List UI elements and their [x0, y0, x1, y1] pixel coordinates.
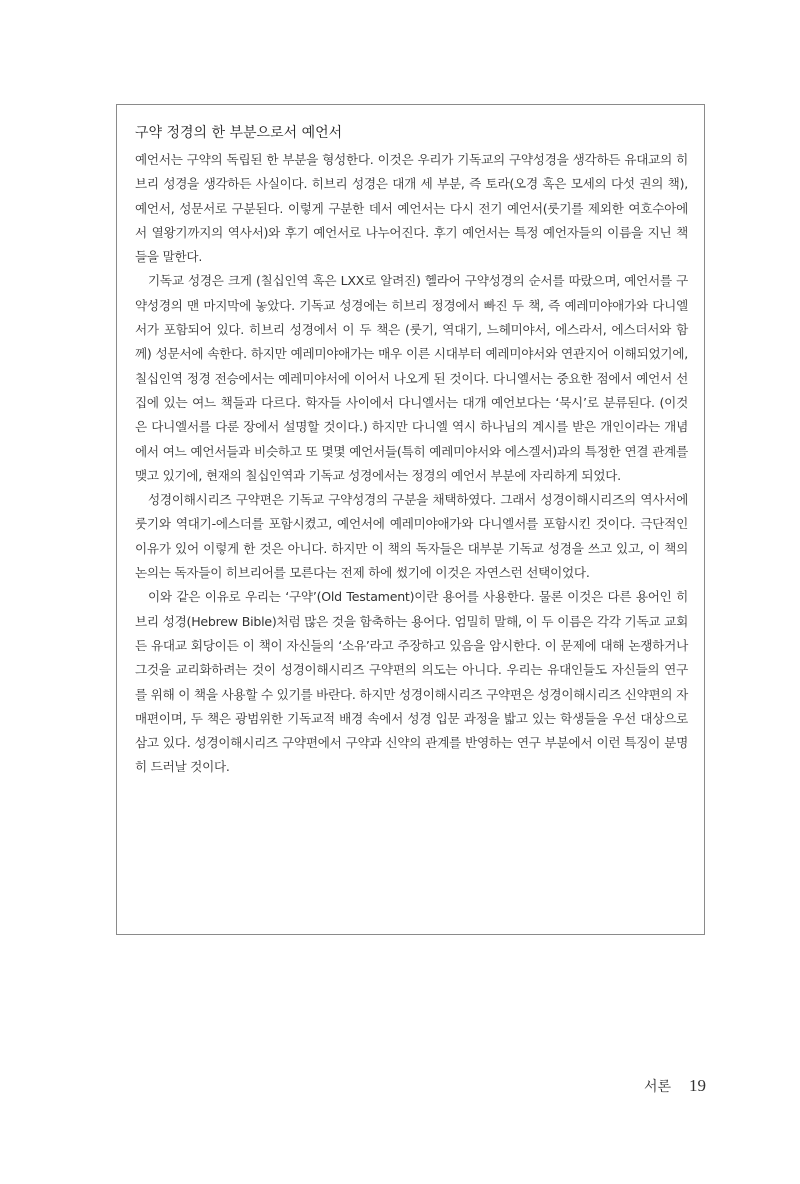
footer-section-label: 서론 — [643, 1079, 671, 1095]
paragraph-2: 기독교 성경은 크게 (칠십인역 혹은 LXX로 알려진) 헬라어 구약성경의 순서를 따랐으며, 예언서를 구약성경의 맨 마지막에 놓았다. 기독교 성경에는 히브리 정경에서 빠진 두 책, 즉 예레미야애가와 다니엘서가 포함되어 있다. 히브리 성경에서 이 두 책은 (룻기, 역대기, 느헤미야서, 에스라서, 에스더서와 함께) 성문서에 속한다. 하지만 예레미야애가는 매우 이른 시대부터 예레미야서와 연관지어 이해되었기에, 칠십인역 정경 전승에서는 예레미야서에 이어서 나오게 된 것이다. 다니엘서는 중요한 점에서 예언서 선집에 있는 여느 책들과 다르다. 학자들 사이에서 다니엘서는 대개 예언보다는 ‘묵시’로 분류된다. (이것은 다니엘서를 다룬 장에서 설명할 것이다.) 하지만 다니엘 역시 하나님의 계시를 받은 개인이라는 개념에서 여느 예언서들과 비슷하고 또 몇몇 예언서들(특히 예레미야서와 에스겔서)과의 특정한 연결 관계를 맺고 있기에, 현재의 칠십인역과 기독교 성경에서는 정경의 예언서 부분에 자리하게 되었다. — [135, 273, 688, 483]
paragraph-3: 성경이해시리즈 구약편은 기독교 구약성경의 구분을 채택하였다. 그래서 성경이해시리즈의 역사서에 룻기와 역대기-에스더를 포함시켰고, 예언서에 예레미야애가와 다니엘서를 포함시킨 것이다. 극단적인 이유가 있어 이렇게 한 것은 아니다. 하지만 이 책의 독자들은 대부분 기독교 성경을 쓰고 있고, 이 책의 논의는 독자들이 히브리어를 모른다는 전제 하에 썼기에 이것은 자연스런 선택이었다. — [135, 492, 688, 581]
page-footer — [644, 1076, 706, 1096]
paragraph-1: 예언서는 구약의 독립된 한 부분을 형성한다. 이것은 우리가 기독교의 구약성경을 생각하든 유대교의 히브리 성경을 생각하든 사실이다. 히브리 성경은 대개 세 부분, 즉 토라(오경 혹은 모세의 다섯 권의 책), 예언서, 성문서로 구분된다. 이렇게 구분한 데서 예언서는 다시 전기 예언서(룻기를 제외한 여호수아에서 열왕기까지의 역사서)와 후기 예언서로 나누어진다. 후기 예언서는 특정 예언자들의 이름을 지닌 책들을 말한다. — [135, 152, 688, 265]
box-title: 구약 정경의 한 부분으로서 예언서 — [135, 125, 343, 141]
page-number: 19 — [689, 1076, 706, 1095]
sidebar-box — [116, 104, 705, 935]
paragraph-4: 이와 같은 이유로 우리는 ‘구약’(Old Testament)이란 용어를 사용한다. 물론 이것은 다른 용어인 히브리 성경(Hebrew Bible)처럼 많은 것을 함축하는 용어다. 엄밀히 말해, 이 두 이름은 각각 기독교 교회든 유대교 회당이든 이 책이 자신들의 ‘소유’라고 주장하고 있음을 암시한다. 이 문제에 대해 논쟁하거나 그것을 교리화하려는 것이 성경이해시리즈 구약편의 의도는 아니다. 우리는 유대인들도 자신들의 연구를 위해 이 책을 사용할 수 있기를 바란다. 하지만 성경이해시리즈 구약편은 성경이해시리즈 신약편의 자매편이며, 두 책은 광범위한 기독교적 배경 속에서 성경 입문 과정을 밟고 있는 학생들을 우선 대상으로 삼고 있다. 성경이해시리즈 구약편에서 구약과 신약의 관계를 반영하는 연구 부분에서 이런 특징이 분명히 드러날 것이다. — [135, 589, 688, 775]
